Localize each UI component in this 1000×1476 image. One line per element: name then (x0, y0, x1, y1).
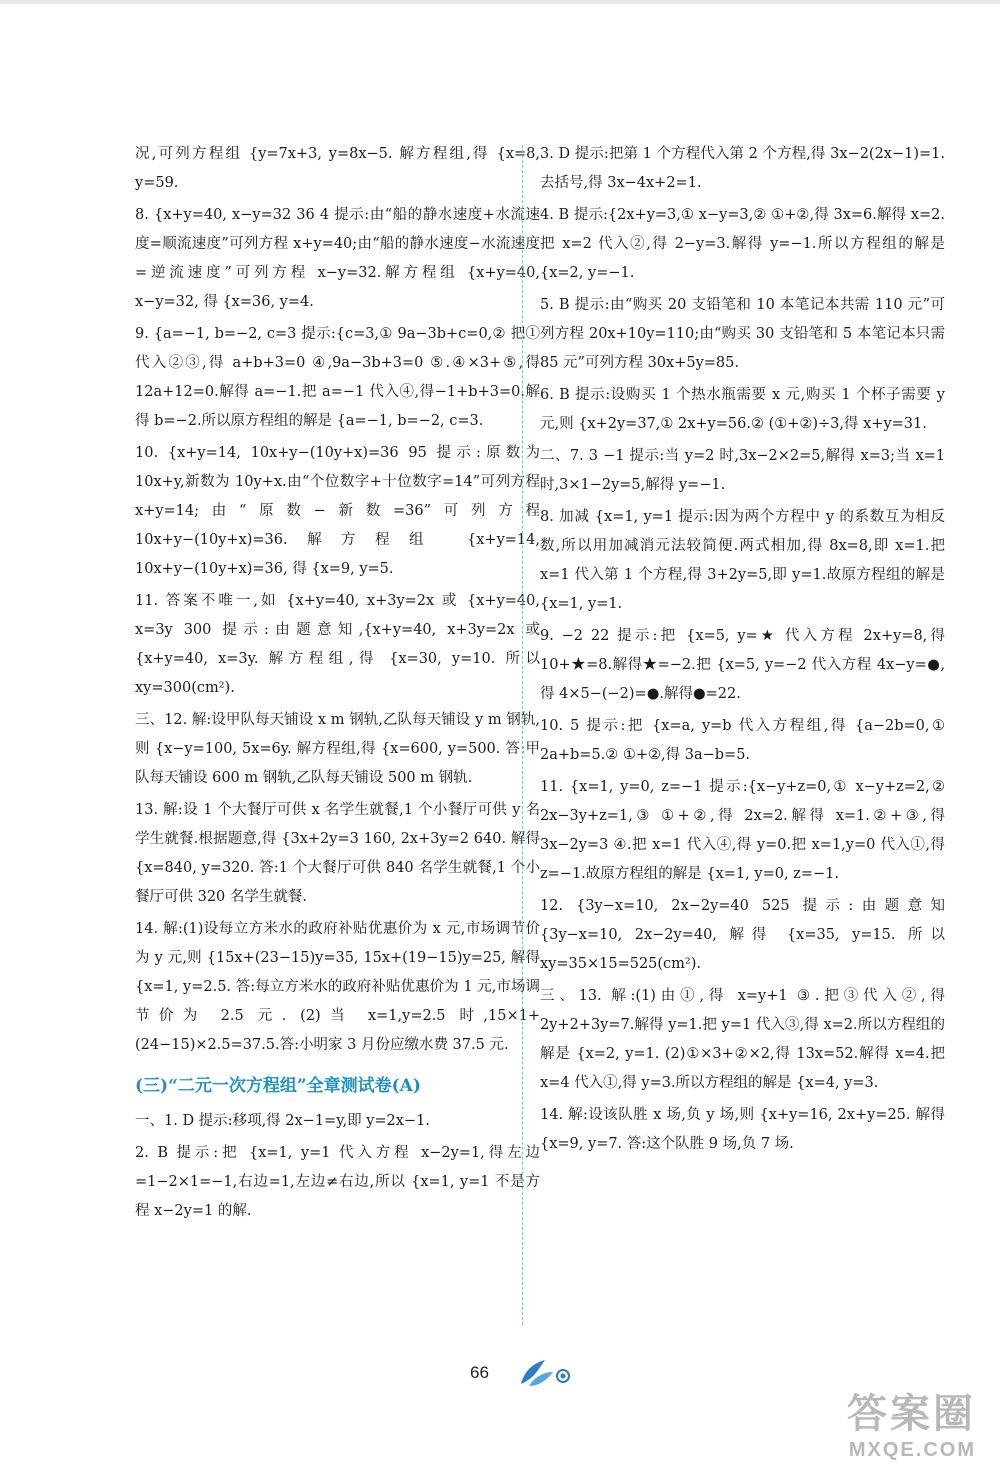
answer-paragraph: 8. {x+y=40, x−y=32 36 4 提示:由“船的静水速度+水流速度=顺流速度”可列方程 x+y=40;由“船的静水速度−水流速度=逆流速度”可列方程 x−y=32.解方程组 {x+y=40, x−y=32, 得 {x=36, y=4. (135, 207, 540, 310)
answer-paragraph: 5. B 提示:由“购买 20 支铅笔和 10 本笔记本共需 110 元”可列方程 20x+10y=110;由“购买 30 支铅笔和 5 本笔记本只需 85 元”可列方程 30x+5y=85. (540, 297, 945, 371)
watermark-url: MXQE.COM (848, 1439, 976, 1461)
right-column (540, 140, 945, 1162)
page-number: 66 (470, 1363, 489, 1382)
watermark (847, 1382, 976, 1462)
answer-paragraph: 3. D 提示:把第 1 个方程代入第 2 个方程,得 3x−2(2x−1)=1.去括号,得 3x−4x+2=1. (540, 146, 945, 191)
answer-paragraph: 14. 解:(1)设每立方米水的政府补贴优惠价为 x 元,市场调节价为 y 元,则 {15x+(23−15)y=35, 15x+(19−15)y=25, 解得 {x=1, y=2.5. 答:每立方米水的政府补贴优惠价为 1 元,市场调节价为 2.5 元. (2)当 x=1,y=2.5 时,15×1+(24−15)×2.5=37.5.答:小明家 3 月份应缴水费 37.5 元. (135, 921, 540, 1053)
answer-paragraph: 10. 5 提示:把 {x=a, y=b 代入方程组,得 {a−2b=0,① 2a+b=5.② ①+②,得 3a−b=5. (540, 718, 945, 763)
answer-paragraph: 一、1. D 提示:移项,得 2x−1=y,即 y=2x−1. (135, 1113, 430, 1129)
answer-paragraph: 8. 加减 {x=1, y=1 提示:因为两个方程中 y 的系数互为相反数,所以用加减消元法较简便.两式相加,得 8x=8,即 x=1.把 x=1 代入第 1 个方程,得 3+2y=5,即 y=1.故原方程组的解是 {x=1, y=1. (540, 509, 945, 612)
answer-paragraph: 6. B 提示:设购买 1 个热水瓶需要 x 元,购买 1 个杯子需要 y 元,则 {x+2y=37,① 2x+y=56.② (①+②)÷3,得 x+y=31. (540, 387, 945, 432)
answer-paragraph: 14. 解:设该队胜 x 场,负 y 场,则 {x+y=16, 2x+y=25. 解得 {x=9, y=7. 答:这个队胜 9 场,负 7 场. (540, 1107, 945, 1152)
top-border (0, 0, 1000, 4)
answer-paragraph: 9. {a=−1, b=−2, c=3 提示:{c=3,① 9a−3b+c=0,② 把①代入②③,得 a+b+3=0 ④,9a−3b+3=0 ⑤.④×3+⑤,得 12a+12=0.解得 a=−1.把 a=−1 代入④,得−1+b+3=0.解得 b=−2.所以原方程组的解是 {a=−1, b=−2, c=3. (135, 326, 540, 429)
answer-paragraph: 10. {x+y=14, 10x+y−(10y+x)=36 95 提示:原数为 10x+y,新数为 10y+x.由“个位数字+十位数字=14”可列方程 x+y=14;由“原数−新数=36”可列方程 10x+y−(10y+x)=36.解方程组 {x+y=14, 10x+y−(10y+x)=36, 得 {x=9, y=5. (135, 445, 540, 577)
column-divider (522, 145, 523, 1325)
answer-paragraph: 13. 解:设 1 个大餐厅可供 x 名学生就餐,1 个小餐厅可供 y 名学生就餐.根据题意,得 {3x+2y=3 160, 2x+3y=2 640. 解得 {x=840, y=320. 答:1 个大餐厅可供 840 名学生就餐,1 个小餐厅可供 320 名学生就餐. (135, 802, 540, 905)
answer-paragraph: 11. 答案不唯一,如 {x+y=40, x+3y=2x 或 {x+y=40, x=3y 300 提示:由题意知,{x+y=40, x+3y=2x 或 {x+y=40, x=3y. 解方程组,得 {x=30, y=10. 所以 xy=300(cm²). (135, 593, 540, 696)
answer-paragraph: 三、13. 解:(1)由①,得 x=y+1 ③.把③代入②,得 2y+2+3y=7.解得 y=1.把 y=1 代入③,得 x=2.所以方程组的解是 {x=2, y=1. (2)①×3+②×2,得 13x=52.解得 x=4.把 x=4 代入①,得 y=3.所以方程组的解是 {x=4, y=3. (540, 988, 945, 1091)
answer-paragraph: 9. −2 22 提示:把 {x=5, y=★ 代入方程 2x+y=8,得 10+★=8.解得★=−2.把 {x=5, y=−2 代入方程 4x−y=●,得 4×5−(−2)=●.解得●=22. (540, 628, 945, 702)
answer-paragraph: 12. {3y−x=10, 2x−2y=40 525 提示:由题意知 {3y−x=10, 2x−2y=40, 解得 {x=35, y=15. 所以 xy=35×15=525(cm²). (540, 898, 945, 972)
answer-paragraph: 况,可列方程组 {y=7x+3, y=8x−5. 解方程组,得 {x=8, y=59. (135, 146, 540, 191)
section-title: (三)“二元一次方程组”全章测试卷(A) (135, 1076, 421, 1096)
answer-paragraph: 2. B 提示:把 {x=1, y=1 代入方程 x−2y=1,得左边=1−2×1=−1,右边=1,左边≠右边,所以 {x=1, y=1 不是方程 x−2y=1 的解. (135, 1145, 540, 1219)
left-column (135, 140, 540, 1229)
answer-paragraph: 三、12. 解:设甲队每天铺设 x m 钢轨,乙队每天铺设 y m 钢轨,则 {x−y=100, 5x=6y. 解方程组,得 {x=600, y=500. 答:甲队每天铺设 600 m 钢轨,乙队每天铺设 500 m 钢轨. (135, 712, 540, 786)
answer-paragraph: 11. {x=1, y=0, z=−1 提示:{x−y+z=0,① x−y+z=2,② 2x−3y+z=1,③ ①+②,得 2x=2.解得 x=1.②+③,得 3x−2y=3 ④.把 x=1 代入④,得 y=0.把 x=1,y=0 代入①,得 z=−1.故原方程组的解是 {x=1, y=0, z=−1. (540, 779, 945, 882)
leaf-ornament-icon (515, 1356, 575, 1390)
answer-paragraph: 4. B 提示:{2x+y=3,① x−y=3,② ①+②,得 3x=6.解得 x=2.把 x=2 代入②,得 2−y=3.解得 y=−1.所以方程组的解是 {x=2, y=−1. (540, 207, 945, 281)
answer-paragraph: 二、7. 3 −1 提示:当 y=2 时,3x−2×2=5,解得 x=3;当 x=1 时,3×1−2y=5,解得 y=−1. (540, 448, 945, 493)
watermark-title: 答案圈 (847, 1392, 976, 1436)
